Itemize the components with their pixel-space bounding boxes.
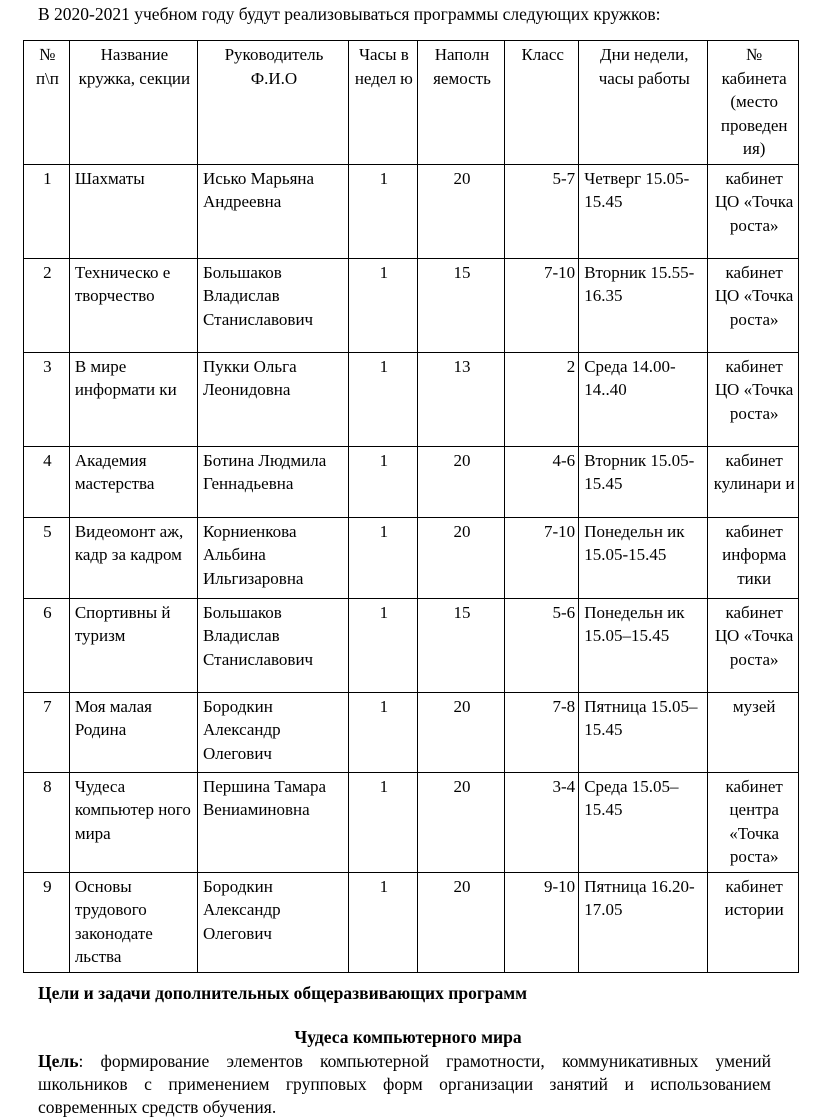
cell-room: музей [708, 692, 799, 772]
header-room: № кабинета (место проведен ия) [708, 41, 799, 165]
table-row [24, 772, 799, 872]
cell-capacity: 20 [417, 772, 505, 872]
cell-leader: Ботина Людмила Геннадьевна [197, 446, 348, 517]
cell-grade: 4-6 [505, 446, 579, 517]
cell-hours: 1 [348, 446, 417, 517]
cell-room: кабинет ЦО «Точка роста» [708, 352, 799, 446]
cell-leader: Бородкин Александр Олегович [197, 872, 348, 972]
table-header-row [24, 41, 799, 165]
cell-name: Моя малая Родина [69, 692, 197, 772]
cell-grade: 3-4 [505, 772, 579, 872]
cell-hours: 1 [348, 352, 417, 446]
goal-label: Цель [38, 1051, 79, 1071]
cell-name: Техническо е творчество [69, 258, 197, 352]
header-hours: Часы в недел ю [348, 41, 417, 165]
cell-name: В мире информати ки [69, 352, 197, 446]
cell-name: Спортивны й туризм [69, 598, 197, 692]
cell-name: Видеомонт аж, кадр за кадром [69, 517, 197, 598]
cell-schedule: Вторник 15.55-16.35 [579, 258, 708, 352]
cell-grade: 5-6 [505, 598, 579, 692]
cell-num: 1 [24, 164, 70, 258]
cell-capacity: 13 [417, 352, 505, 446]
table-row [24, 446, 799, 517]
table-row [24, 164, 799, 258]
cell-num: 2 [24, 258, 70, 352]
table-row [24, 352, 799, 446]
table-row [24, 258, 799, 352]
cell-capacity: 20 [417, 872, 505, 972]
cell-leader: Бородкин Александр Олегович [197, 692, 348, 772]
cell-num: 9 [24, 872, 70, 972]
cell-schedule: Среда 15.05–15.45 [579, 772, 708, 872]
table-row [24, 517, 799, 598]
cell-schedule: Понедельн ик 15.05-15.45 [579, 517, 708, 598]
cell-grade: 7-10 [505, 517, 579, 598]
header-grade: Класс [505, 41, 579, 165]
cell-leader: Большаков Владислав Станиславович [197, 258, 348, 352]
cell-schedule: Четверг 15.05-15.45 [579, 164, 708, 258]
table-row [24, 872, 799, 972]
cell-num: 4 [24, 446, 70, 517]
cell-room: кабинет ЦО «Точка роста» [708, 598, 799, 692]
cell-hours: 1 [348, 872, 417, 972]
cell-grade: 9-10 [505, 872, 579, 972]
cell-hours: 1 [348, 517, 417, 598]
cell-room: кабинет центра «Точка роста» [708, 772, 799, 872]
cell-num: 5 [24, 517, 70, 598]
cell-capacity: 20 [417, 692, 505, 772]
cell-room: кабинет ЦО «Точка роста» [708, 258, 799, 352]
cell-room: кабинет информа тики [708, 517, 799, 598]
cell-capacity: 20 [417, 517, 505, 598]
cell-schedule: Пятница 16.20- 17.05 [579, 872, 708, 972]
cell-capacity: 20 [417, 164, 505, 258]
cell-schedule: Понедельн ик 15.05–15.45 [579, 598, 708, 692]
header-name: Название кружка, секции [69, 41, 197, 165]
cell-leader: Корниенкова Альбина Ильгизаровна [197, 517, 348, 598]
cell-hours: 1 [348, 598, 417, 692]
cell-num: 7 [24, 692, 70, 772]
cell-capacity: 15 [417, 598, 505, 692]
cell-num: 8 [24, 772, 70, 872]
cell-room: кабинет истории [708, 872, 799, 972]
cell-hours: 1 [348, 164, 417, 258]
cell-leader: Исько Марьяна Андреевна [197, 164, 348, 258]
cell-leader: Першина Тамара Вениаминовна [197, 772, 348, 872]
goal-paragraph [38, 1050, 771, 1119]
cell-num: 6 [24, 598, 70, 692]
cell-hours: 1 [348, 772, 417, 872]
header-leader: Руководитель Ф.И.О [197, 41, 348, 165]
goal-text: : формирование элементов компьютерной грамотности, коммуникативных умений школьников с применением групповых форм организации занятий и использованием современных средств обучения. [38, 1051, 771, 1117]
cell-name: Шахматы [69, 164, 197, 258]
cell-schedule: Пятница 15.05–15.45 [579, 692, 708, 772]
cell-leader: Пукки Ольга Леонидовна [197, 352, 348, 446]
cell-capacity: 15 [417, 258, 505, 352]
intro-text: В 2020-2021 учебном году будут реализовываться программы следующих кружков: [38, 4, 661, 24]
cell-leader: Большаков Владислав Станиславович [197, 598, 348, 692]
cell-grade: 5-7 [505, 164, 579, 258]
cell-room: кабинет ЦО «Точка роста» [708, 164, 799, 258]
table-row [24, 598, 799, 692]
cell-hours: 1 [348, 692, 417, 772]
header-capacity: Наполн яемость [417, 41, 505, 165]
cell-grade: 2 [505, 352, 579, 446]
cell-name: Основы трудового законодате льства [69, 872, 197, 972]
clubs-table [23, 40, 799, 973]
header-schedule: Дни недели, часы работы [579, 41, 708, 165]
cell-hours: 1 [348, 258, 417, 352]
cell-capacity: 20 [417, 446, 505, 517]
section-title: Цели и задачи дополнительных общеразвивающих программ [38, 983, 528, 1003]
cell-name: Академия мастерства [69, 446, 197, 517]
cell-grade: 7-10 [505, 258, 579, 352]
cell-room: кабинет кулинари и [708, 446, 799, 517]
cell-name: Чудеса компьютер ного мира [69, 772, 197, 872]
cell-grade: 7-8 [505, 692, 579, 772]
table-row [24, 692, 799, 772]
header-num: № п\п [24, 41, 70, 165]
cell-schedule: Среда 14.00-14..40 [579, 352, 708, 446]
subsection-title: Чудеса компьютерного мира [294, 1027, 522, 1047]
cell-num: 3 [24, 352, 70, 446]
cell-schedule: Вторник 15.05-15.45 [579, 446, 708, 517]
